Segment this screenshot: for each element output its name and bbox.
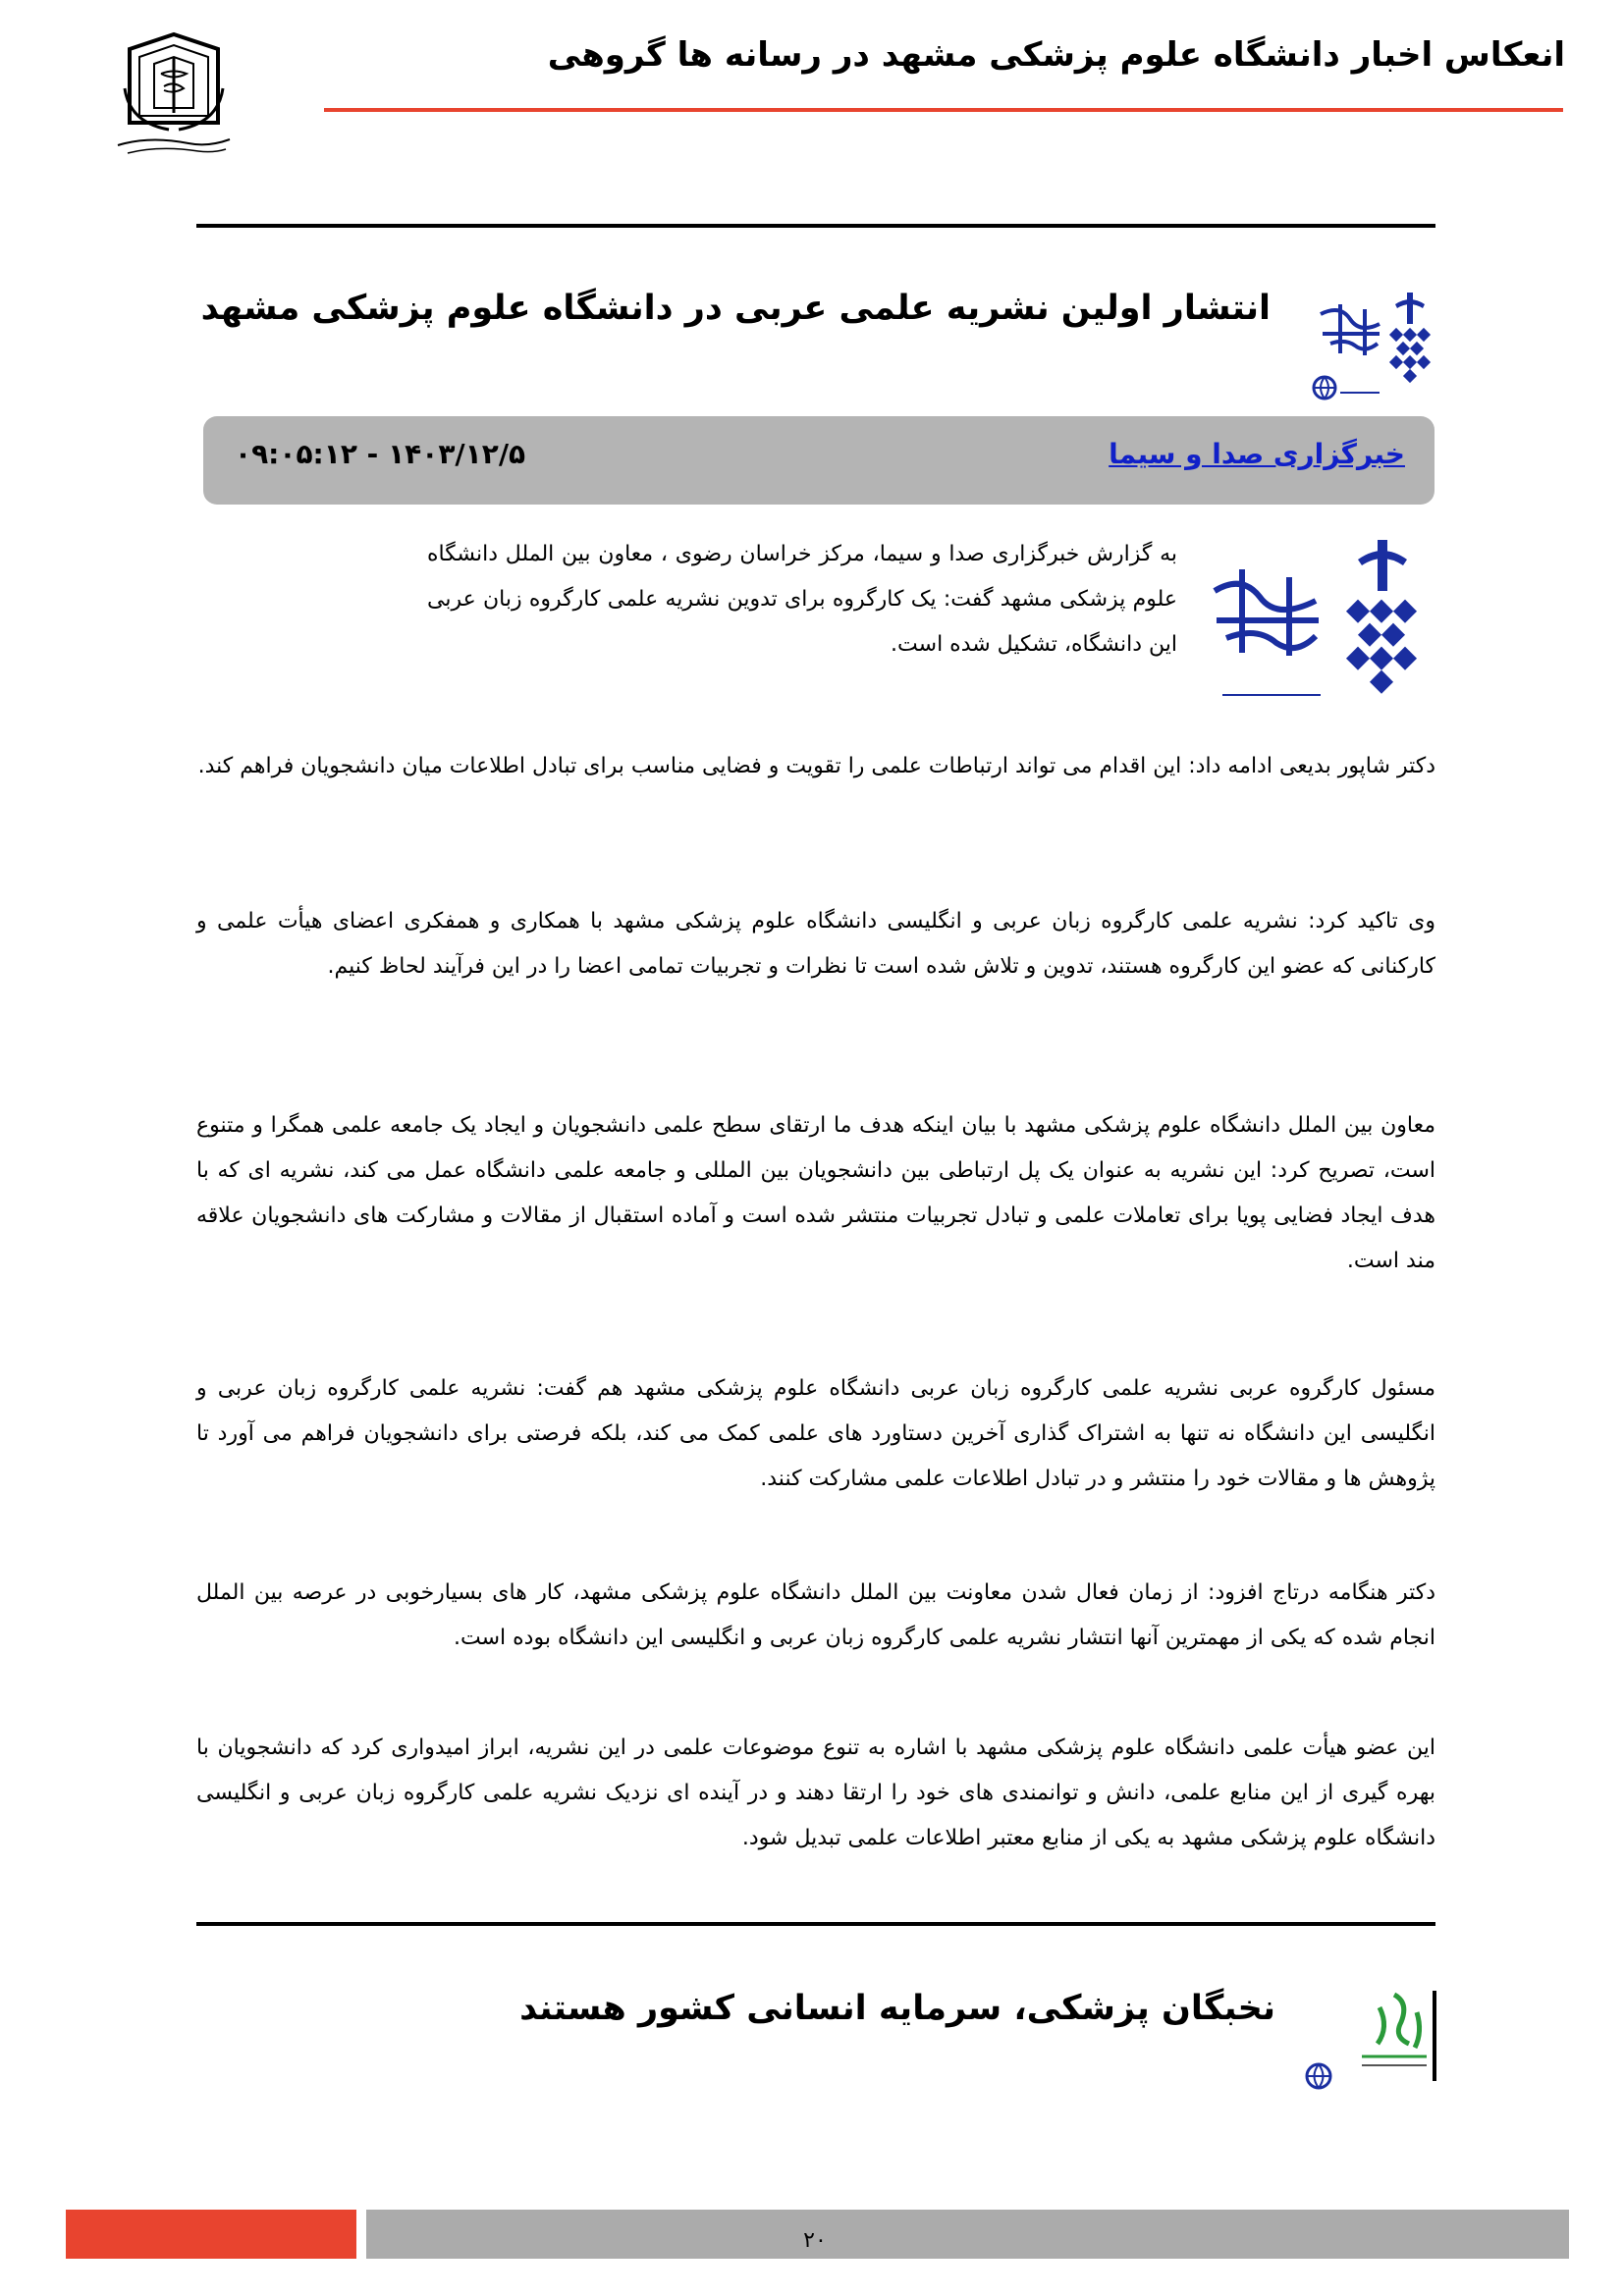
article-paragraph: به گزارش خبرگزاری صدا و سیما، مرکز خراسان رضوی ، معاون بین الملل دانشگاه علوم پزشکی مشهد گفت: یک کارگروه برای تدوین نشریه علمی کارگروه زبان عربی این دانشگاه، تشکیل شده است. <box>427 542 1177 657</box>
footer-accent-bar <box>66 2210 356 2259</box>
irib-news-logo-icon <box>1203 530 1438 712</box>
section-divider <box>196 1922 1435 1926</box>
page-number: ۲۰ <box>803 2228 827 2253</box>
publish-datetime: ۱۴۰۳/۱۲/۵ - ۰۹:۰۵:۱۲ <box>235 438 526 470</box>
green-news-logo-icon <box>1301 1983 1438 2096</box>
article-paragraph: معاون بین الملل دانشگاه علوم پزشکی مشهد با بیان اینکه هدف ما ارتقای سطح علمی دانشجویان و ایجاد یک جامعه علمی همگرا و متنوع است، تصریح کرد: این نشریه به عنوان یک پل ارتباطی بین دانشجویان بین المللی و جامعه علمی دانشگاه عمل می کند، نشریه ای که با هدف ایجاد فضایی پویا برای تعاملات علمی و تبادل تجربیات منتشر شده است و آماده استقبال از مقالات و مشارکت های دانشجویان علاقه مند است. <box>196 1113 1435 1273</box>
header-title: انعکاس اخبار دانشگاه علوم پزشکی مشهد در رسانه ها گروهی <box>547 35 1565 75</box>
article-paragraph: وی تاکید کرد: نشریه علمی کارگروه زبان عربی و انگلیسی دانشگاه علوم پزشکی مشهد با همکاری و همفکری اعضای هیأت علمی و کارکنانی که عضو این کارگروه هستند، تدوین و تلاش شده است تا نظرات و تجربیات تمامی اعضا را در این فرآیند لحاظ کنیم. <box>196 909 1435 979</box>
irib-news-logo-icon <box>1311 285 1438 402</box>
article-paragraph: دکتر هنگامه درتاج افزود: از زمان فعال شدن معاونت بین الملل دانشگاه علوم پزشکی مشهد، کار های بسیارخوبی در عرصه بین الملل انجام شده که یکی از مهمترین آنها انتشار نشریه علمی کارگروه زبان عربی و انگلیسی این دانشگاه بوده است. <box>196 1580 1435 1650</box>
university-emblem-icon <box>110 29 238 167</box>
header-rule <box>324 108 1563 112</box>
footer-bar <box>366 2210 1569 2259</box>
article-title: نخبگان پزشکی، سرمایه انسانی کشور هستند <box>519 1989 1275 2028</box>
article-paragraph: این عضو هیأت علمی دانشگاه علوم پزشکی مشهد با اشاره به تنوع موضوعات علمی در این نشریه، ابراز امیدواری کرد که دانشجویان با بهره گیری از این منابع علمی، دانش و توانمندی های خود را ارتقا دهند و در آینده ای نزدیک نشریه علمی کارگروه زبان عربی و انگلیسی دانشگاه علوم پزشکی مشهد به یکی از منابع معتبر اطلاعات علمی تبدیل شود. <box>196 1735 1435 1850</box>
article-paragraph: مسئول کارگروه عربی نشریه علمی کارگروه زبان عربی دانشگاه علوم پزشکی مشهد هم گفت: نشریه علمی کارگروه زبان عربی و انگلیسی این دانشگاه نه تنها به اشتراک گذاری آخرین دستاورد های علمی کمک می کند، بلکه فرصتی برای دانشجویان فراهم می آورد تا پژوهش ها و مقالات خود را منتشر و در تبادل اطلاعات علمی مشارکت کنند. <box>196 1376 1435 1491</box>
source-link[interactable]: خبرگزاری صدا و سیما <box>1109 438 1405 470</box>
section-divider <box>196 224 1435 228</box>
article-paragraph: دکتر شاپور بدیعی ادامه داد: این اقدام می تواند ارتباطات علمی را تقویت و فضایی مناسب برای تبادل اطلاعات میان دانشجویان فراهم کند. <box>197 754 1435 778</box>
article-title: انتشار اولین نشریه علمی عربی در دانشگاه علوم پزشکی مشهد <box>200 289 1271 328</box>
article-meta-bar <box>203 416 1435 505</box>
